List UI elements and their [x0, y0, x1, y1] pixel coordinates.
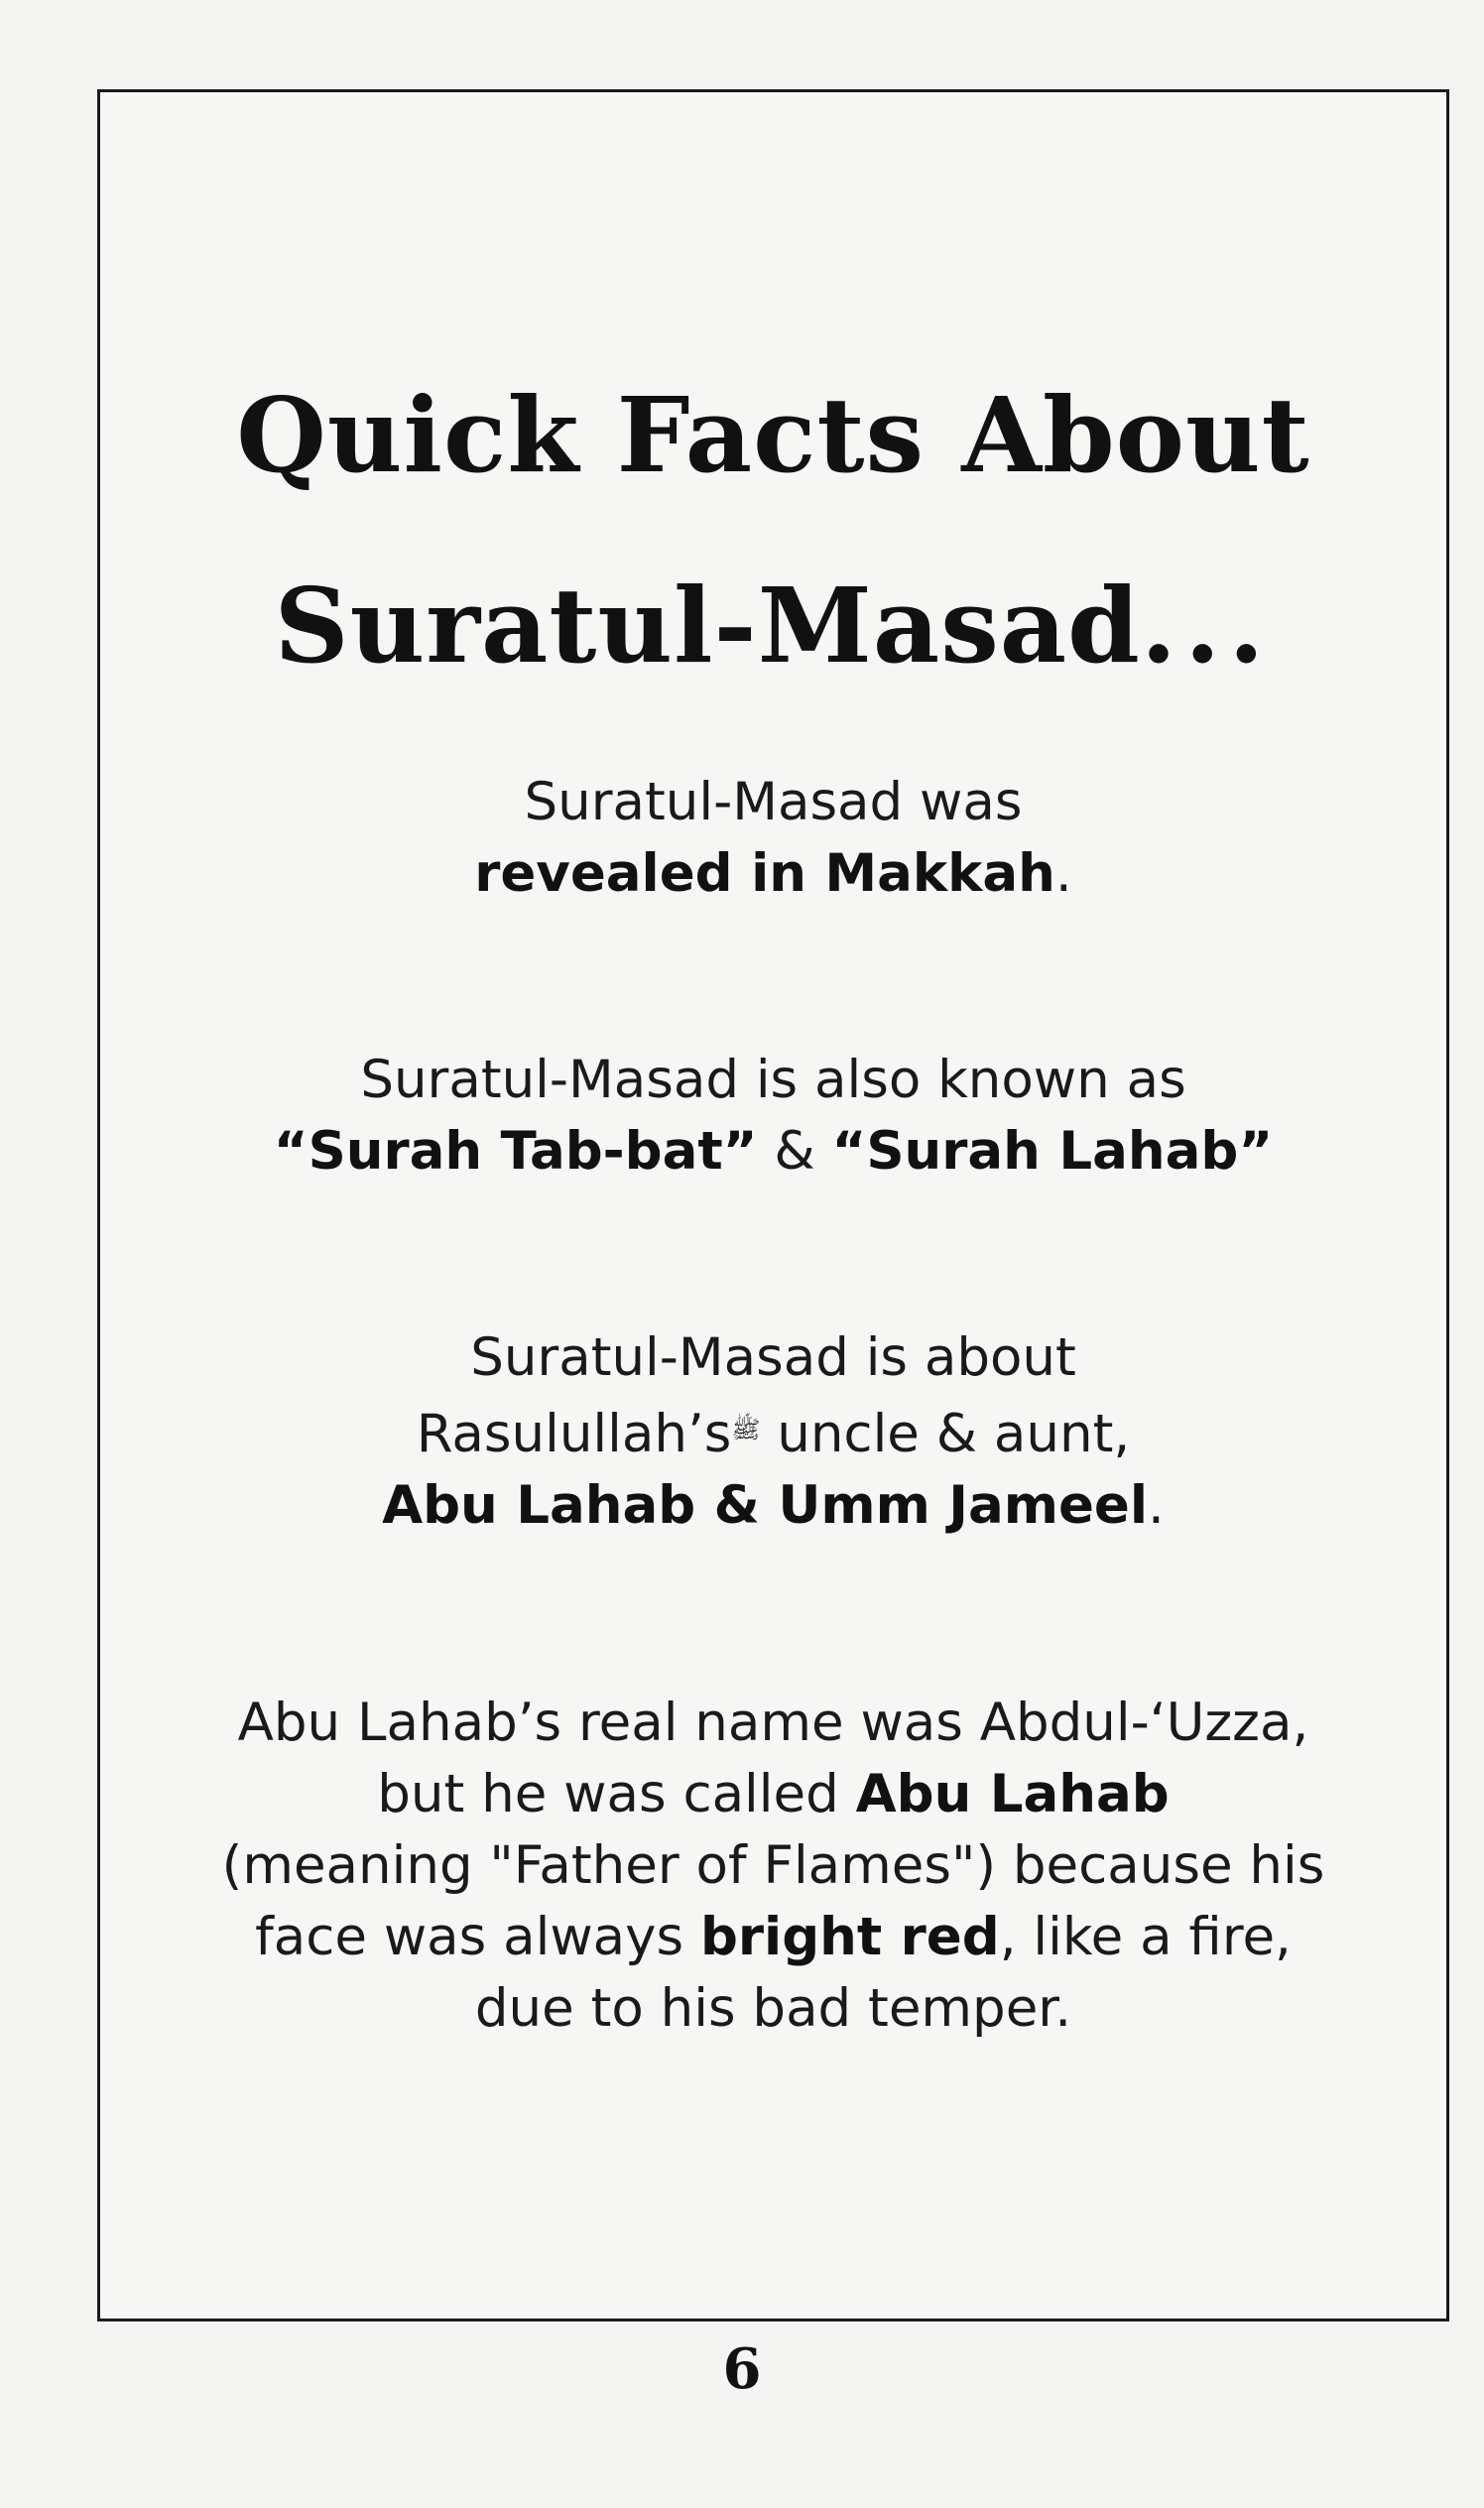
fact-1-line-1: Suratul-Masad was	[524, 772, 1023, 832]
title-ellipsis: ...	[1140, 564, 1273, 687]
fact-about	[100, 1322, 1446, 1542]
page-frame	[97, 89, 1449, 2321]
fact-4-line-4a: face was always	[255, 1907, 700, 1967]
fact-3-line-2b: uncle & aunt,	[760, 1404, 1131, 1464]
fact-3-end: .	[1148, 1475, 1165, 1536]
page-number: 6	[722, 2336, 762, 2402]
fact-4-bold-2: bright red	[699, 1907, 1000, 1967]
title-line-1: Quick Facts About	[236, 374, 1310, 496]
title-line-2	[100, 531, 1446, 721]
fact-2-bold-1: “Surah Tab-bat”	[273, 1121, 758, 1182]
fact-2-amp: &	[757, 1121, 832, 1182]
fact-4-line-5: due to his bad temper.	[474, 1978, 1072, 2039]
fact-4-line-2	[100, 1759, 1446, 1830]
fact-1-bold: revealed in Makkah	[474, 843, 1055, 904]
fact-3-line-1: Suratul-Masad is about	[470, 1327, 1076, 1388]
fact-4-line-3: (meaning "Father of Flames") because his	[221, 1835, 1325, 1896]
fact-also-known	[100, 1045, 1446, 1188]
fact-2-line-2	[100, 1116, 1446, 1188]
title-line-2-text: Suratul-Masad	[274, 564, 1141, 687]
fact-4-line-4b: , like a fire,	[999, 1907, 1292, 1967]
fact-1-end: .	[1054, 843, 1072, 904]
fact-4-line-4	[100, 1902, 1446, 1973]
fact-2-bold-2: “Surah Lahab”	[831, 1121, 1274, 1182]
fact-3-line-2	[100, 1394, 1446, 1470]
fact-4-line-1: Abu Lahab’s real name was Abdul-‘Uzza,	[237, 1693, 1309, 1753]
fact-real-name	[100, 1688, 1446, 2045]
fact-4-line-2a: but he was called	[377, 1764, 856, 1824]
fact-revealed	[100, 767, 1446, 910]
fact-3-line-2a: Rasulullah’s	[416, 1404, 732, 1464]
salawat-glyph: ﷺ	[731, 1416, 761, 1443]
page-title	[100, 340, 1446, 721]
fact-4-bold-1: Abu Lahab	[855, 1764, 1170, 1824]
fact-3-bold: Abu Lahab & Umm Jameel	[382, 1475, 1149, 1536]
fact-3-line-3	[100, 1470, 1446, 1542]
fact-2-line-1: Suratul-Masad is also known as	[360, 1050, 1186, 1110]
fact-1-line-2	[100, 838, 1446, 910]
